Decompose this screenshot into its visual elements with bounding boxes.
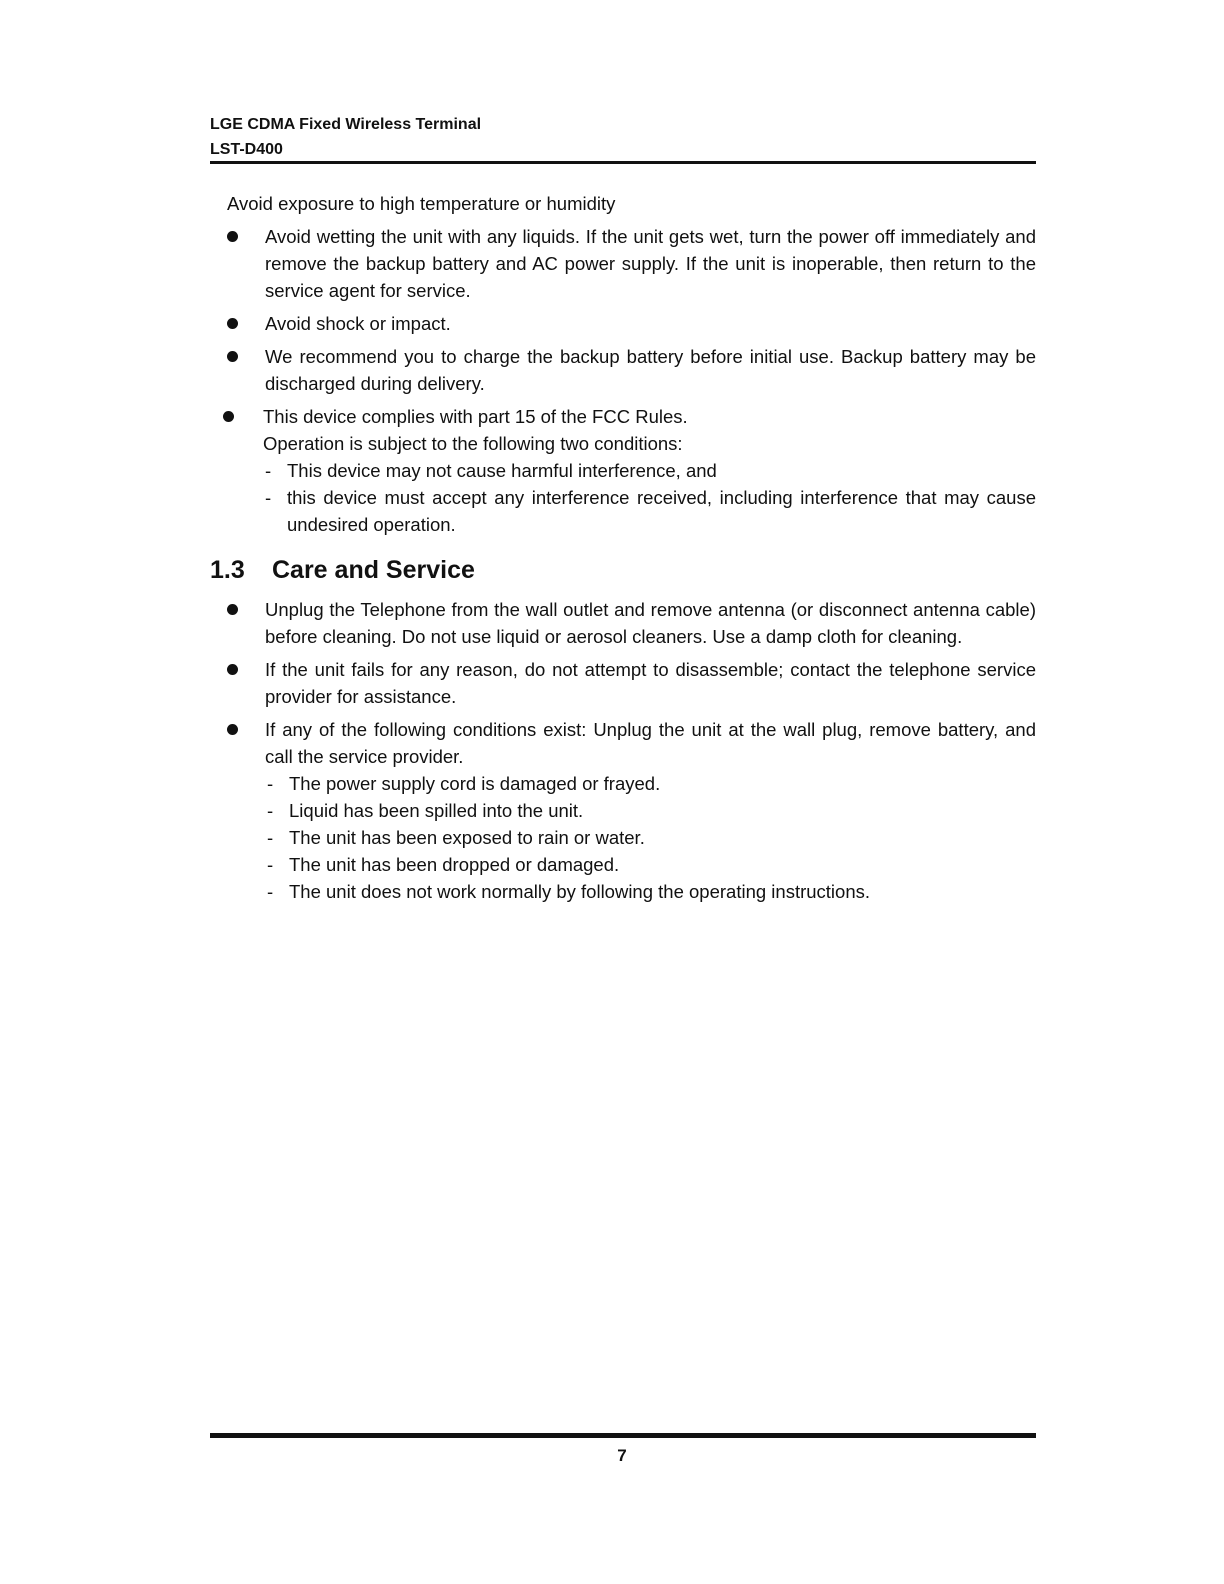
- header-rule: [210, 161, 1036, 164]
- section-heading: [210, 550, 1036, 590]
- bullet-icon: [227, 351, 238, 362]
- list-item: [265, 851, 1036, 878]
- condition-text: Liquid has been spilled into the unit.: [289, 800, 584, 821]
- bullet-icon: [223, 411, 234, 422]
- list-item: [263, 484, 1036, 538]
- bullet-icon: [227, 664, 238, 675]
- list-item: [210, 596, 1036, 650]
- list-item: [210, 343, 1036, 397]
- section-title: Care and Service: [272, 556, 475, 584]
- fcc-conditions-list: [263, 457, 1036, 538]
- list-item: [265, 797, 1036, 824]
- list-item: [210, 716, 1036, 905]
- bullet-icon: [227, 231, 238, 242]
- fcc-conditions-intro: Operation is subject to the following two conditions:: [263, 433, 683, 454]
- bullet-text: Avoid shock or impact.: [265, 313, 451, 334]
- list-item: [210, 223, 1036, 304]
- bullet-text: If the unit fails for any reason, do not attempt to disassemble; contact the telephone service provider for assistance.: [265, 659, 1036, 707]
- bullet-icon: [227, 604, 238, 615]
- bullet-icon: [227, 318, 238, 329]
- list-item: [210, 656, 1036, 710]
- fcc-compliance-text: This device complies with part 15 of the FCC Rules.: [263, 406, 688, 427]
- dash-marker: -: [265, 460, 272, 481]
- document-body: [210, 190, 1036, 905]
- dash-marker: -: [267, 773, 274, 794]
- condition-text: The unit has been dropped or damaged.: [289, 854, 620, 875]
- page-number: 7: [617, 1446, 627, 1465]
- list-item: [265, 770, 1036, 797]
- bullet-text: If any of the following conditions exist: Unplug the unit at the wall plug, remove battery, and call the service provider.: [265, 719, 1036, 767]
- header-title: LGE CDMA Fixed Wireless Terminal: [210, 116, 482, 133]
- header-model: LST-D400: [210, 141, 283, 158]
- condition-text: The unit has been exposed to rain or water.: [289, 827, 645, 848]
- condition-text: This device may not cause harmful interference, and: [287, 460, 717, 481]
- list-item: [265, 824, 1036, 851]
- fcc-notice: [210, 403, 1036, 538]
- condition-text: The unit does not work normally by following the operating instructions.: [289, 881, 870, 902]
- list-item: [265, 878, 1036, 905]
- list-item: [263, 457, 1036, 484]
- conditions-list: [265, 770, 1036, 905]
- dash-marker: -: [267, 800, 274, 821]
- bullet-text: Avoid wetting the unit with any liquids. If the unit gets wet, turn the power off immediately and remove the backup battery and AC power supply. If the unit is inoperable, then return to the service agent for service.: [265, 226, 1036, 301]
- list-item: [210, 310, 1036, 337]
- dash-marker: -: [267, 881, 274, 902]
- bullet-text: We recommend you to charge the backup battery before initial use. Backup battery may be discharged during delivery.: [265, 346, 1036, 394]
- dash-marker: -: [267, 827, 274, 848]
- page-header: [210, 112, 1036, 162]
- bullet-text: Unplug the Telephone from the wall outlet and remove antenna (or disconnect antenna cable) before cleaning. Do not use liquid or aerosol cleaners. Use a damp cloth for cleaning.: [265, 599, 1036, 647]
- footer-rule: [210, 1433, 1036, 1438]
- bullet-icon: [227, 724, 238, 735]
- dash-marker: -: [267, 854, 274, 875]
- intro-text: Avoid exposure to high temperature or humidity: [227, 193, 616, 214]
- condition-text: The power supply cord is damaged or frayed.: [289, 773, 661, 794]
- dash-marker: -: [265, 487, 272, 508]
- section-number: 1.3: [210, 556, 245, 584]
- condition-text: this device must accept any interference received, including interference that may cause undesired operation.: [287, 487, 1036, 535]
